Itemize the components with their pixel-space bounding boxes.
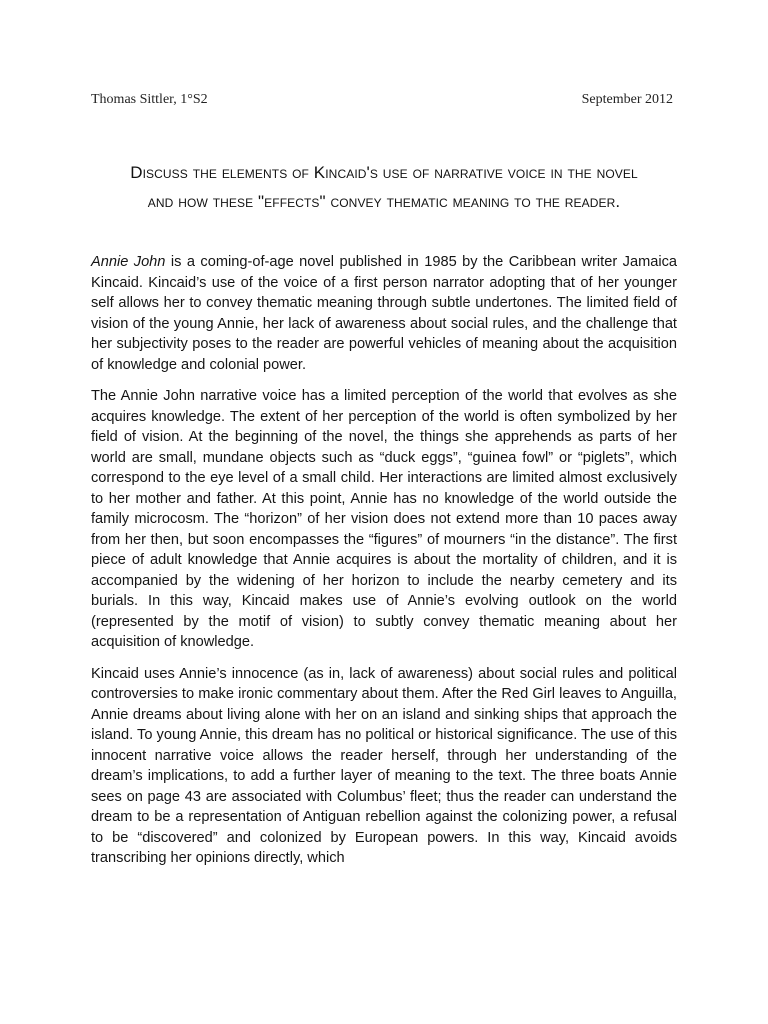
- paragraph-vision: The Annie John narrative voice has a limited perception of the world that evolves as she acquires knowledge. The extent of her perception of the world is often symbolized by her field of vision. At the beginning of the novel, the things she apprehends as parts of her world are small, mundane objects such as “duck eggs”, “guinea fowl” or “piglets”, which correspond to the eye level of a small child. Her interactions are limited almost exclusively to her mother and father. At this point, Annie has no knowledge of the world outside the family microcosm. The “horizon” of her vision does not extend more than 10 paces away from her then, but soon encompasses the “figures” of mourners “in the distance”. The first piece of adult knowledge that Annie acquires is about the mortality of children, and it is accompanied by the widening of her horizon to include the nearby cemetery and its burials. In this way, Kincaid makes use of Annie’s evolving outlook on the world (represented by the motif of vision) to subtly convey thematic meaning about her acquisition of knowledge.: [91, 388, 677, 650]
- paragraph-innocence: Kincaid uses Annie’s innocence (as in, lack of awareness) about social rules and political controversies to make ironic commentary about them. After the Red Girl leaves to Anguilla, Annie dreams about living alone with her on an island and sinking ships that approach the island. To young Annie, this dream has no political or historical significance. The use of this innocent narrative voice allows the reader herself, through her understanding of the dream’s implications, to add a further layer of meaning to the text. The three boats Annie sees on page 43 are associated with Columbus’ fleet; thus the reader can understand the dream to be a representation of Antiguan rebellion against the colonizing power, a refusal to be “discovered” and colonized by European powers. In this way, Kincaid avoids transcribing her opinions directly, which: [91, 665, 677, 866]
- page-header: [91, 91, 673, 111]
- essay-title-line-2: and how these "effects" convey thematic meaning to the reader.: [147, 192, 621, 211]
- essay-title: [91, 158, 677, 216]
- essay-body: [91, 252, 677, 869]
- paragraph-intro-text: is a coming-of-age novel published in 1985 by the Caribbean writer Jamaica Kincaid. Kincaid’s use of the voice of a first person narrator adopting that of her younger self allows her to convey thematic meaning through subtle undertones. The limited field of vision of the young Annie, her lack of awareness about social rules, and the challenge that her subjectivity poses to the reader are powerful vehicles of meaning about the acquisition of knowledge and colonial power.: [91, 254, 677, 373]
- author-line: Thomas Sittler, 1°S2: [91, 92, 208, 107]
- date-line: September 2012: [581, 92, 673, 107]
- essay-title-line-1: Discuss the elements of Kincaid's use of narrative voice in the novel: [130, 163, 638, 182]
- paragraph-intro: [91, 252, 677, 375]
- novel-title: Annie John: [91, 254, 166, 270]
